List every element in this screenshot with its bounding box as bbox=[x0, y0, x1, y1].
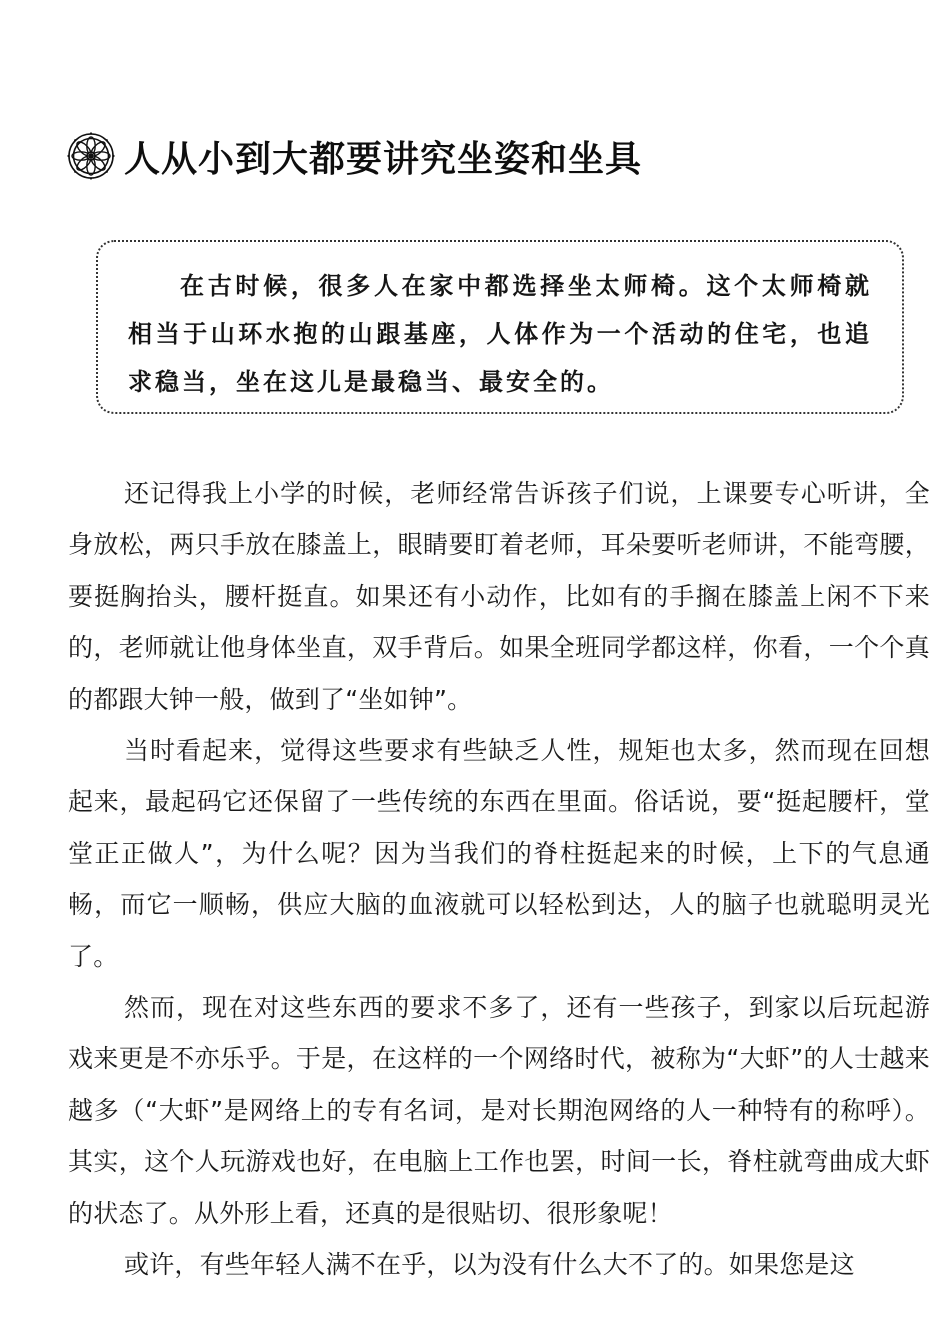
paragraph: 然而，现在对这些东西的要求不多了，还有一些孩子，到家以后玩起游戏来更是不亦乐乎。于是，在这样的一个网络时代，被称为“大虾”的人士越来越多（“大虾”是网络上的专有名词，是对长期泡网络的人一种特有的称呼）。其实，这个人玩游戏也好，在电脑上工作也罢，时间一长，脊柱就弯曲成大虾的状态了。从外形上看，还真的是很贴切、很形象呢！ bbox=[68, 993, 931, 1228]
paragraph: 或许，有些年轻人满不在乎，以为没有什么大不了的。如果您是这 bbox=[124, 1250, 855, 1280]
body-text bbox=[68, 468, 930, 1291]
flower-ornament-icon bbox=[66, 131, 116, 181]
paragraph: 还记得我上小学的时候，老师经常告诉孩子们说，上课要专心听讲，全身放松，两只手放在膝盖上，眼睛要盯着老师，耳朵要听老师讲，不能弯腰，要挺胸抬头，腰杆挺直。如果还有小动作，比如有的手搁在膝盖上闲不下来的，老师就让他身体坐直，双手背后。如果全班同学都这样，你看，一个个真的都跟大钟一般，做到了“坐如钟”。 bbox=[68, 479, 930, 714]
section-title: 人从小到大都要讲究坐姿和坐具 bbox=[124, 138, 643, 180]
callout-text: 在古时候，很多人在家中都选择坐太师椅。这个太师椅就相当于山环水抱的山跟基座，人体作为一个活动的住宅，也追求稳当，坐在这儿是最稳当、最安全的。 bbox=[128, 271, 872, 396]
paragraph: 当时看起来，觉得这些要求有些缺乏人性，规矩也太多，然而现在回想起来，最起码它还保留了一些传统的东西在里面。俗话说，要“挺起腰杆，堂堂正正做人”，为什么呢？因为当我们的脊柱挺起来的时候，上下的气息通畅，而它一顺畅，供应大脑的血液就可以轻松到达，人的脑子也就聪明灵光了。 bbox=[68, 736, 930, 971]
quote-callout-box bbox=[96, 240, 904, 414]
section-heading bbox=[66, 128, 642, 184]
